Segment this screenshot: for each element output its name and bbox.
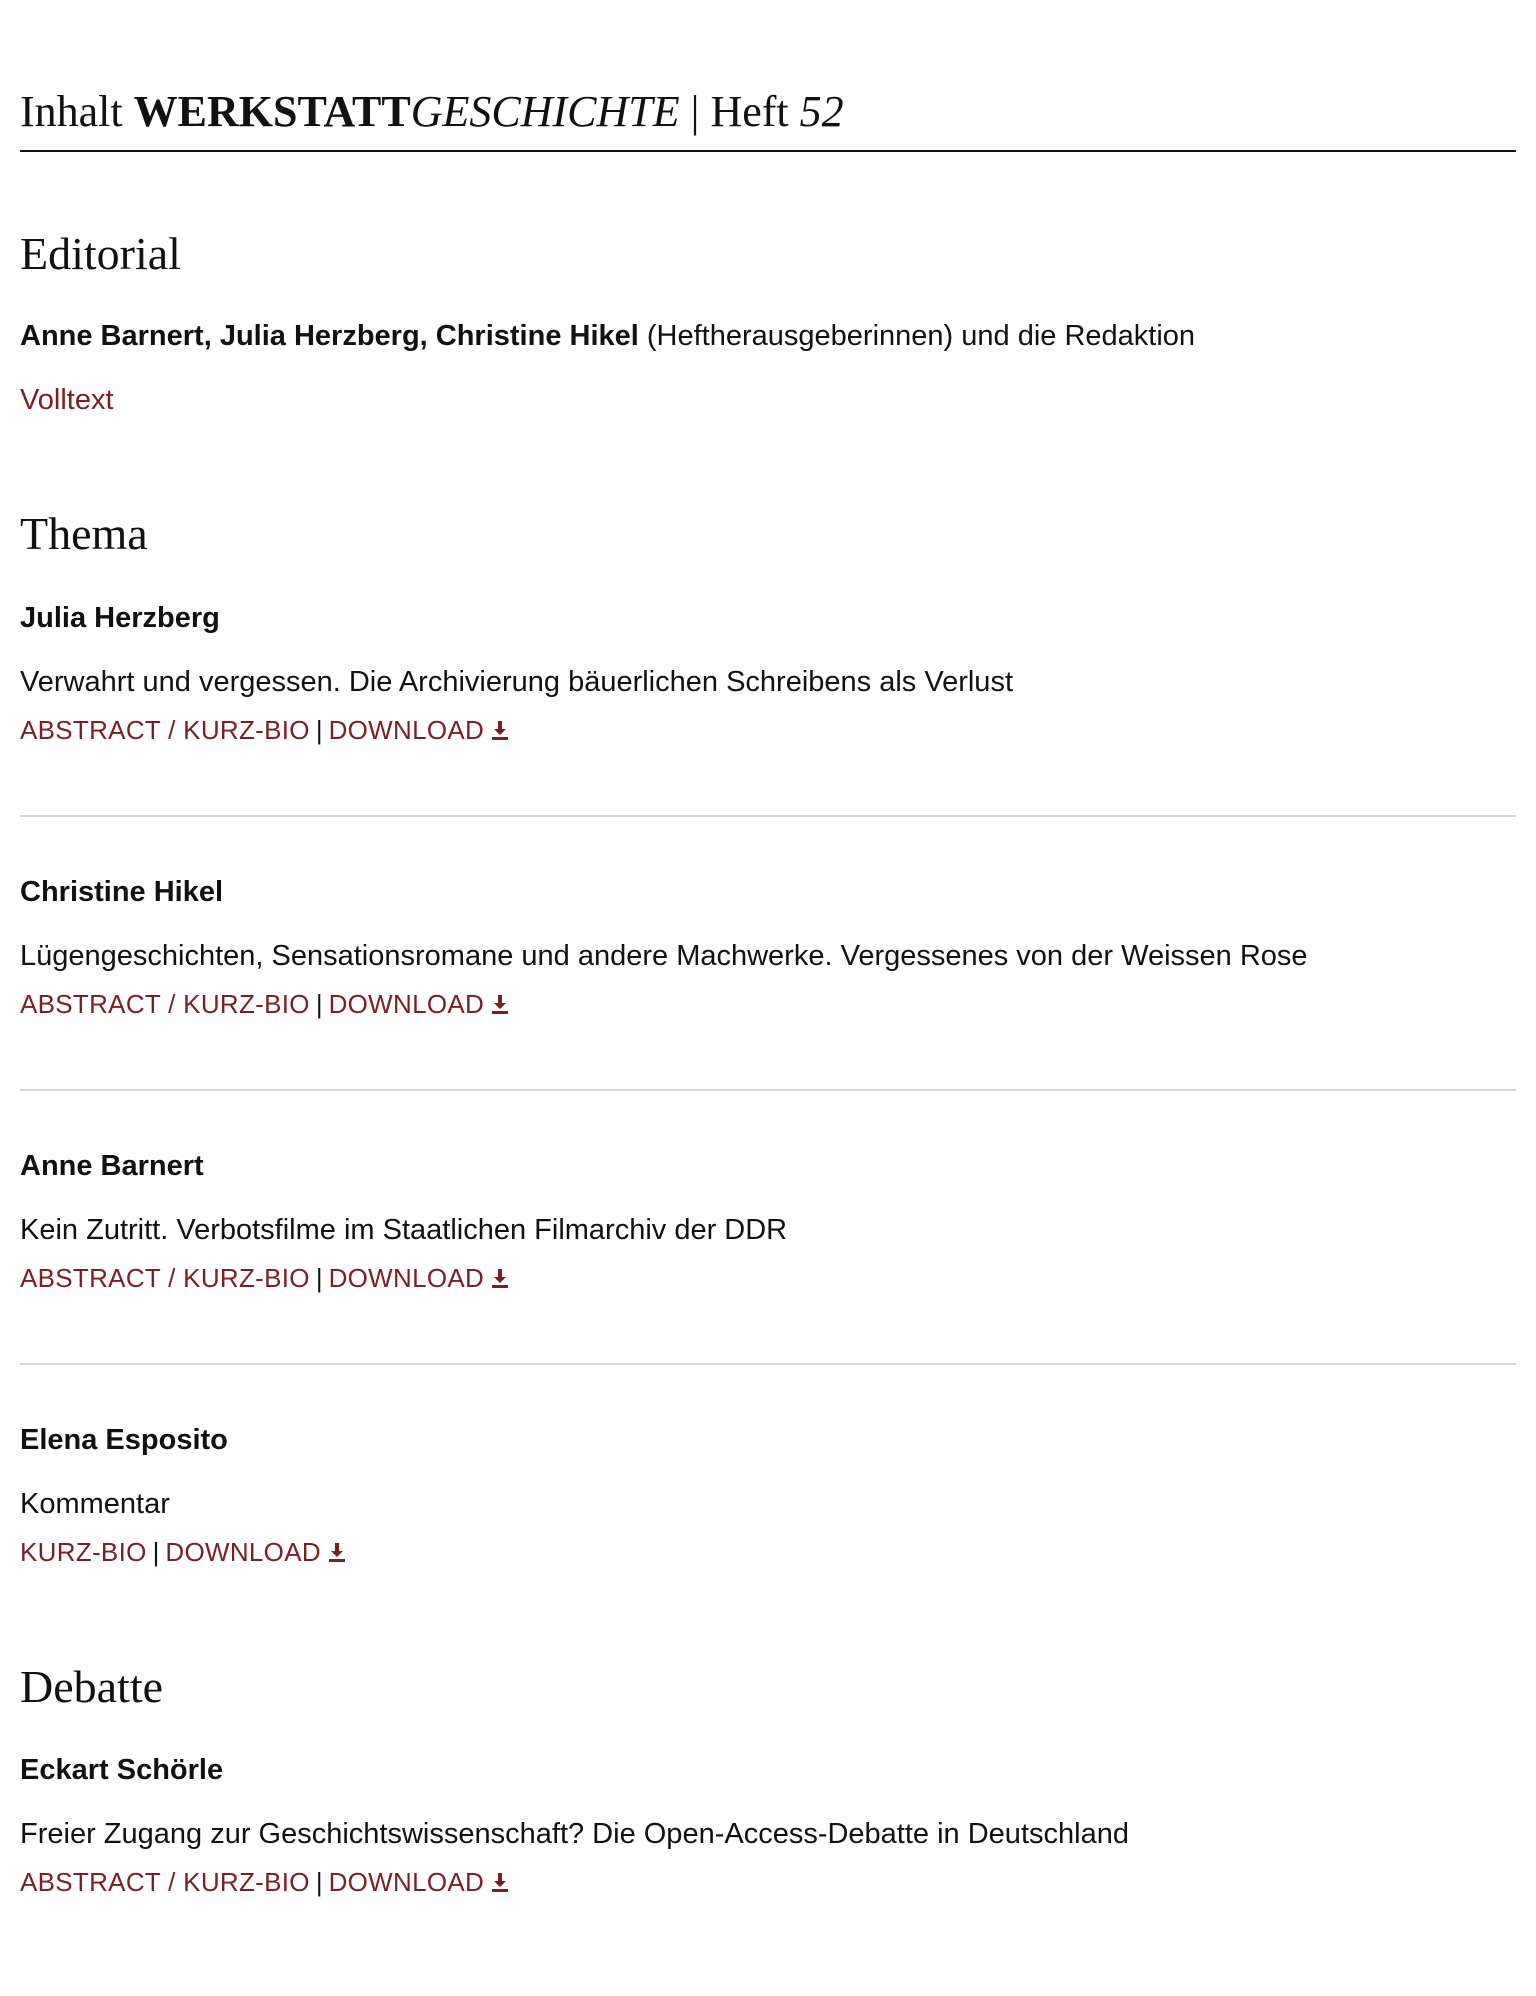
kurz-bio-link[interactable]: KURZ-BIO — [20, 1537, 147, 1567]
article-title: Verwahrt und vergessen. Die Archivierung bäuerlichen Schreibens als Verlust — [20, 666, 1013, 698]
link-separator: | — [315, 715, 323, 745]
issue-label: Heft — [710, 87, 789, 136]
article-title: Freier Zugang zur Geschichtswissenschaft? Die Open-Access-Debatte in Deutschland — [20, 1818, 1129, 1850]
article-title: Kein Zutritt. Verbotsfilme im Staatlichen Filmarchiv der DDR — [20, 1214, 788, 1246]
link-separator: | — [315, 1263, 323, 1293]
article-links — [20, 1865, 510, 1899]
brand-italic: GESCHICHTE — [410, 87, 680, 136]
abstract-link[interactable]: ABSTRACT / KURZ-BIO — [20, 715, 310, 745]
divider — [20, 815, 1516, 817]
link-separator: | — [152, 1537, 160, 1567]
volltext-link[interactable]: Volltext — [20, 384, 114, 416]
download-icon — [327, 1542, 347, 1562]
download-link[interactable] — [165, 1537, 347, 1567]
issue-number: 52 — [799, 87, 844, 136]
abstract-link[interactable]: ABSTRACT / KURZ-BIO — [20, 989, 310, 1019]
download-link[interactable] — [329, 1867, 511, 1897]
divider — [20, 1089, 1516, 1091]
download-icon — [490, 994, 510, 1014]
brand-bold: WERKSTATT — [133, 87, 411, 136]
link-separator: | — [315, 1867, 323, 1897]
abstract-link[interactable]: ABSTRACT / KURZ-BIO — [20, 1263, 310, 1293]
page-title — [20, 84, 1516, 152]
download-label: DOWNLOAD — [165, 1537, 321, 1567]
article-links — [20, 1261, 510, 1295]
title-prefix: Inhalt — [20, 87, 123, 136]
article-links — [20, 713, 510, 747]
editorial-authors: Anne Barnert, Julia Herzberg, Christine Hikel — [20, 320, 639, 352]
download-link[interactable] — [329, 989, 511, 1019]
article-title: Kommentar — [20, 1488, 170, 1520]
download-link[interactable] — [329, 715, 511, 745]
article-author: Eckart Schörle — [20, 1754, 224, 1786]
article-title: Lügengeschichten, Sensationsromane und andere Machwerke. Vergessenes von der Weissen Rose — [20, 940, 1308, 972]
download-icon — [490, 720, 510, 740]
abstract-link[interactable]: ABSTRACT / KURZ-BIO — [20, 1867, 310, 1897]
download-label: DOWNLOAD — [328, 1867, 485, 1897]
article-author: Julia Herzberg — [20, 602, 220, 634]
title-separator: | — [690, 87, 700, 136]
article-author: Elena Esposito — [20, 1424, 228, 1456]
editorial-role: (Heftherausgeberinnen) und die Redaktion — [646, 320, 1196, 352]
download-label: DOWNLOAD — [328, 715, 485, 745]
article-links — [20, 987, 510, 1021]
section-heading-debatte: Debatte — [20, 1661, 164, 1712]
divider — [20, 1363, 1516, 1365]
download-label: DOWNLOAD — [328, 1263, 485, 1293]
link-separator: | — [315, 989, 323, 1019]
download-link[interactable] — [329, 1263, 511, 1293]
download-icon — [490, 1268, 510, 1288]
article-author: Anne Barnert — [20, 1150, 204, 1182]
article-author: Christine Hikel — [20, 876, 224, 908]
download-label: DOWNLOAD — [328, 989, 485, 1019]
editorial-credits — [20, 318, 1195, 354]
download-icon — [490, 1872, 510, 1892]
section-heading-thema: Thema — [20, 508, 148, 559]
article-links — [20, 1535, 347, 1569]
section-heading-editorial: Editorial — [20, 228, 181, 279]
